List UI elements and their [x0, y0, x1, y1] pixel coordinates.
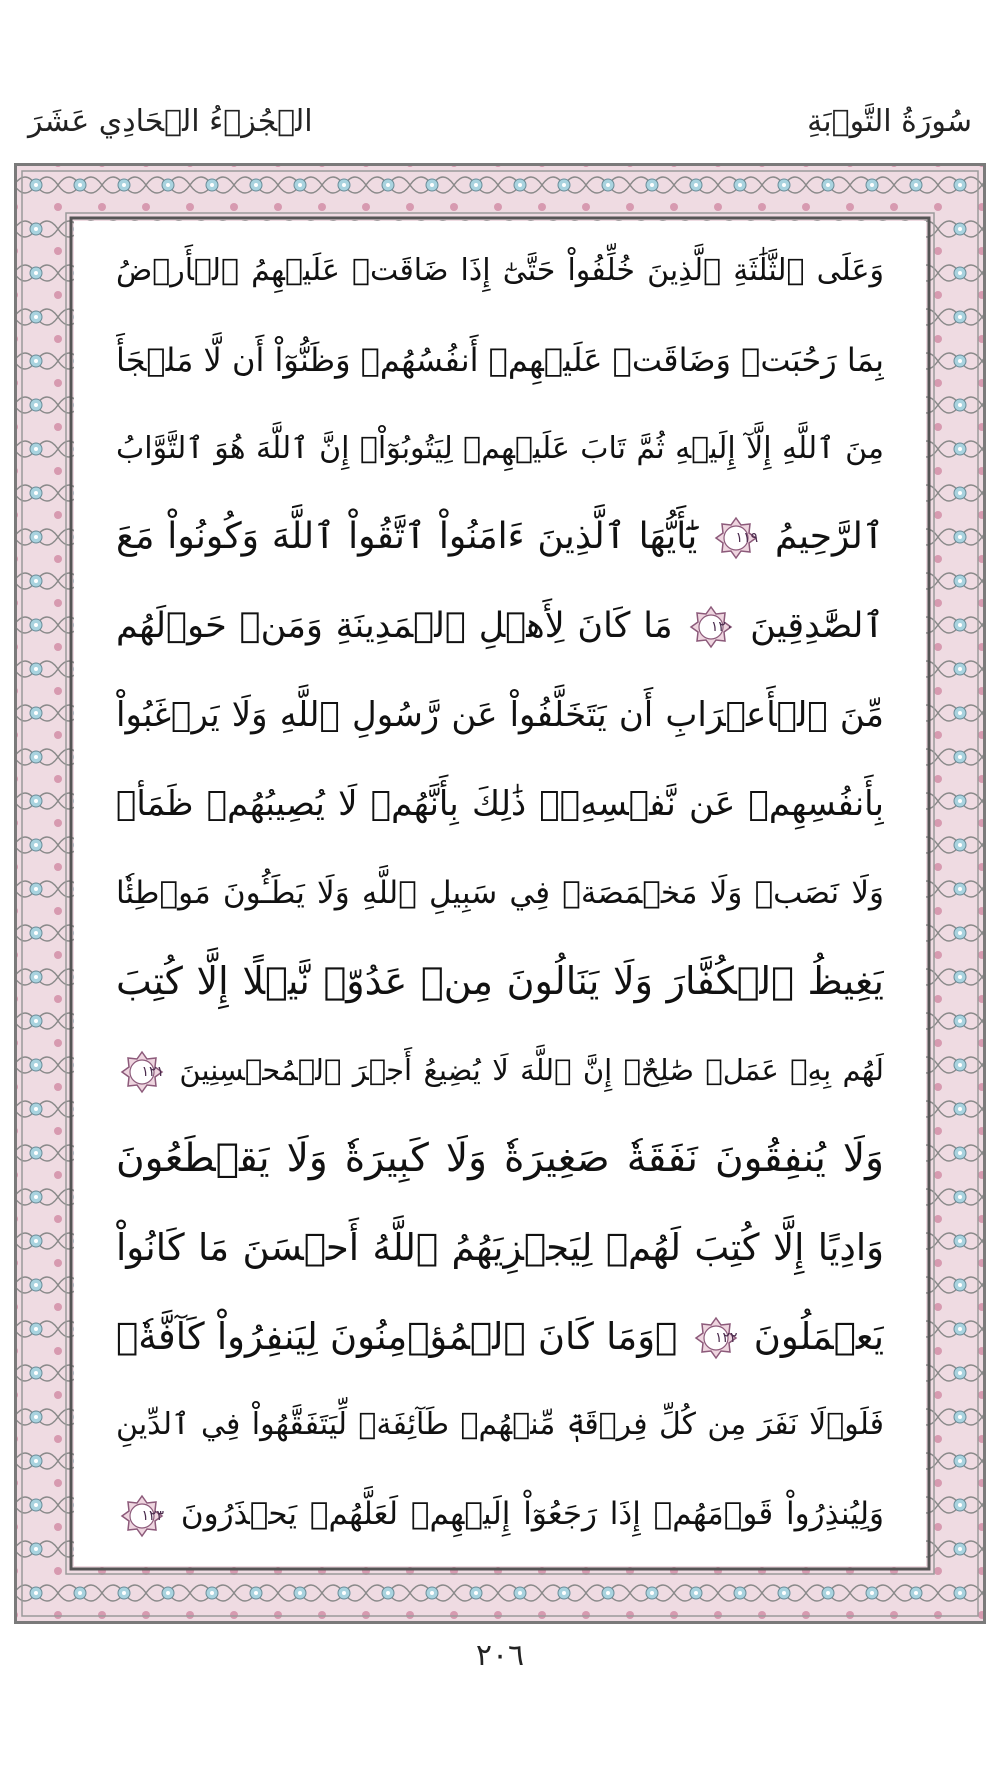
verse-line — [116, 1470, 884, 1559]
ayah-number: ١١٩ — [735, 530, 759, 547]
ayah-number: ١٢٢ — [714, 1330, 738, 1347]
verse-line — [116, 1115, 884, 1204]
verse-line — [116, 1204, 884, 1293]
verse-line — [116, 937, 884, 1026]
juz-name: الۡجُزۡءُ الۡحَادِي عَشَرَ — [28, 103, 313, 139]
verse-text: وَعَلَى ٱلثَّلَٰثَةِ ٱلَّذِينَ خُلِّفُواْ حَتَّىٰٓ إِذَا ضَاقَتۡ عَلَيۡهِمُ ٱلۡأَرۡضُ — [116, 253, 884, 288]
verse-text: يَعۡمَلُونَ — [753, 1314, 884, 1358]
verse-text: يَغِيظُ ٱلۡكُفَّارَ وَلَا يَنَالُونَ مِنۡ عَدُوّٖ نَّيۡلًا إِلَّا كُتِبَ — [116, 959, 884, 1004]
verse-line — [116, 227, 884, 316]
verse-text: بِمَا رَحُبَتۡ وَضَاقَتۡ عَلَيۡهِمۡ أَنفُسُهُمۡ وَظَنُّوٓاْ أَن لَّا مَلۡجَأَ — [116, 340, 884, 379]
verse-text: وَلَا يُنفِقُونَ نَفَقَةٗ صَغِيرَةٗ وَلَا كَبِيرَةٗ وَلَا يَقۡطَعُونَ — [116, 1135, 884, 1181]
verse-text: مَا كَانَ لِأَهۡلِ ٱلۡمَدِينَةِ وَمَنۡ حَوۡلَهُم — [116, 606, 673, 647]
ayah-number: ١٢١ — [141, 1064, 164, 1081]
verse-text: بِأَنفُسِهِمۡ عَن نَّفۡسِهِۦۚ ذَٰلِكَ بِأَنَّهُمۡ لَا يُصِيبُهُمۡ ظَمَأٞ — [116, 783, 884, 824]
verse-line — [116, 1293, 884, 1382]
verse-line — [116, 1381, 884, 1470]
ayah-number-marker — [120, 1494, 164, 1538]
ayah-number-marker — [694, 1316, 738, 1360]
verse-text: ٱلرَّحِيمُ — [774, 516, 884, 558]
verse-text: وَادِيًا إِلَّا كُتِبَ لَهُمۡ لِيَجۡزِيَهُمُ ٱللَّهُ أَحۡسَنَ مَا كَانُواْ — [116, 1225, 884, 1269]
quran-text-area — [74, 221, 926, 1566]
verse-line — [116, 405, 884, 494]
verse-line — [116, 671, 884, 760]
ayah-number-marker — [120, 1050, 164, 1094]
verse-line — [116, 493, 884, 582]
page-number: ٢٠٦ — [475, 1638, 525, 1673]
verse-text: مِنَ ٱللَّهِ إِلَّآ إِلَيۡهِ ثُمَّ تَابَ عَلَيۡهِمۡ لِيَتُوبُوٓاْۚ إِنَّ ٱللَّهَ هُوَ ٱلتَّوَّابُ — [116, 430, 884, 466]
ayah-number-marker — [689, 605, 733, 649]
ayah-number: ١٢٠ — [710, 619, 734, 636]
verse-text: وَلِيُنذِرُواْ قَوۡمَهُمۡ إِذَا رَجَعُوٓاْ إِلَيۡهِمۡ لَعَلَّهُمۡ يَحۡذَرُونَ — [180, 1496, 884, 1533]
verse-text: لَهُم بِهِۦ عَمَلٞ صَٰلِحٌۚ إِنَّ ٱللَّهَ لَا يُضِيعُ أَجۡرَ ٱلۡمُحۡسِنِينَ — [179, 1053, 884, 1088]
ornamental-frame — [14, 163, 986, 1624]
verse-text: يَٰٓأَيُّهَا ٱلَّذِينَ ءَامَنُواْ ٱتَّقُواْ ٱللَّهَ وَكُونُواْ مَعَ — [116, 516, 698, 558]
ayah-number: ١٢٣ — [141, 1507, 164, 1524]
verse-line — [116, 1026, 884, 1115]
page-header — [28, 96, 972, 146]
verse-line — [116, 316, 884, 405]
ayah-number-marker — [714, 516, 758, 560]
verse-text: ۞وَمَا كَانَ ٱلۡمُؤۡمِنُونَ لِيَنفِرُواْ كَآفَّةٗۚ — [116, 1314, 678, 1358]
surah-name: سُورَةُ التَّوۡبَةِ — [807, 103, 972, 139]
verse-text: فَلَوۡلَا نَفَرَ مِن كُلِّ فِرۡقَةٖ مِّنۡهُمۡ طَآئِفَةٞ لِّيَتَفَقَّهُواْ فِي ٱلدِّينِ — [116, 1407, 884, 1443]
verse-text: ٱلصَّٰدِقِينَ — [750, 606, 884, 647]
verse-text: مِّنَ ٱلۡأَعۡرَابِ أَن يَتَخَلَّفُواْ عَن رَّسُولِ ٱللَّهِ وَلَا يَرۡغَبُواْ — [116, 694, 884, 735]
verse-text: وَلَا نَصَبٞ وَلَا مَخۡمَصَةٞ فِي سَبِيلِ ٱللَّهِ وَلَا يَطَـُٔونَ مَوۡطِئٗا — [116, 874, 884, 911]
verse-line — [116, 582, 884, 671]
verse-line — [116, 760, 884, 849]
verse-line — [116, 849, 884, 938]
